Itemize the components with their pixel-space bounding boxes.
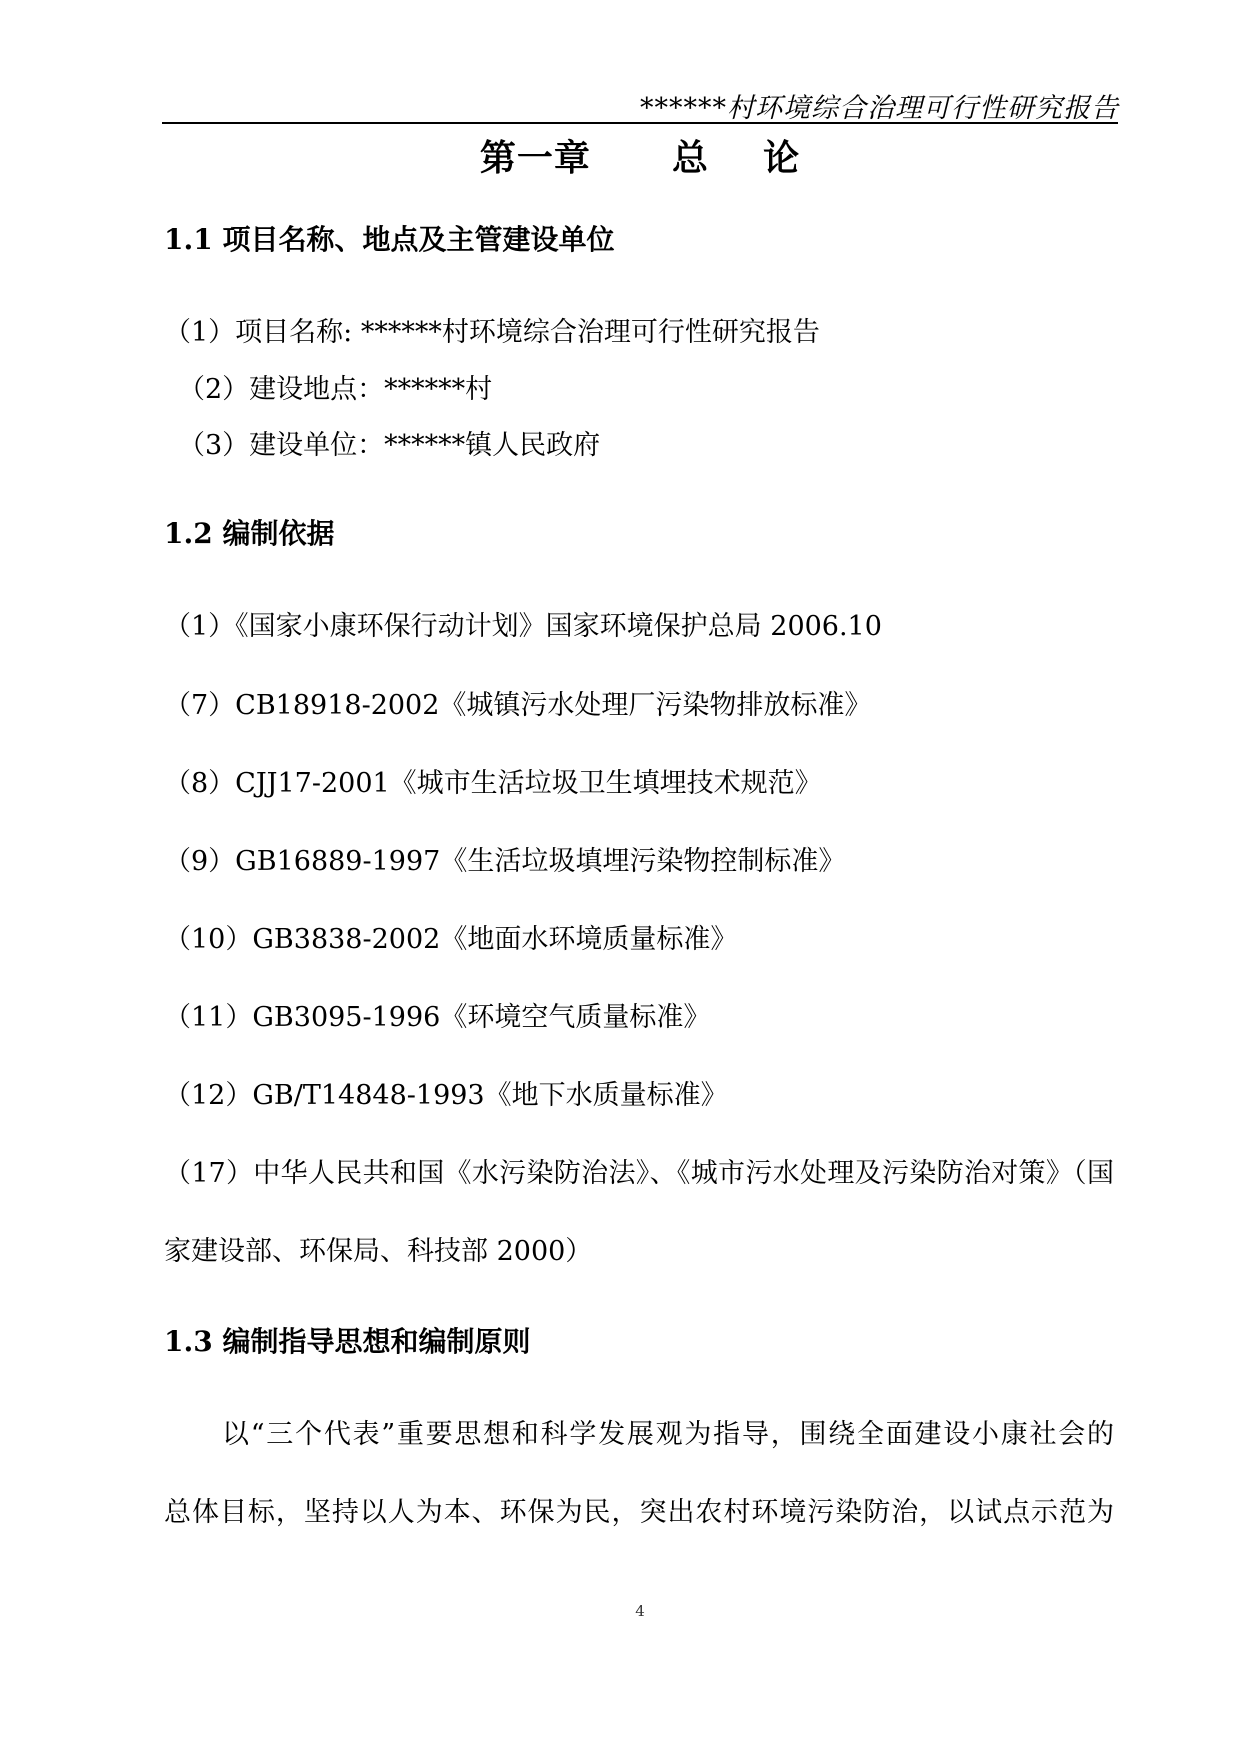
list-item: （9）GB16889-1997《生活垃圾填埋污染物控制标准》 <box>164 846 846 877</box>
section-heading-1-3: 1.3 编制指导思想和编制原则 <box>164 1325 531 1358</box>
list-item: （1）《国家小康环保行动计划》国家环境保护总局 2006.10 <box>164 611 882 642</box>
list-item: （2）建设地点：******村 <box>178 374 493 405</box>
running-header: ******村环境综合治理可行性研究报告 <box>640 93 1119 124</box>
list-item: （10）GB3838-2002《地面水环境质量标准》 <box>164 924 738 955</box>
list-item: （1）项目名称: ******村环境综合治理可行性研究报告 <box>164 317 820 348</box>
list-item: （7）CB18918-2002《城镇污水处理厂污染物排放标准》 <box>164 690 872 721</box>
paragraph-line: 总体目标，坚持以人为本、环保为民，突出农村环境污染防治，以试点示范为 <box>164 1497 1114 1528</box>
list-item-continuation: 家建设部、环保局、科技部 2000） <box>164 1236 593 1267</box>
list-item: （17）中华人民共和国《水污染防治法》、《城市污水处理及污染防治对策》（国 <box>164 1158 1114 1189</box>
section-heading-1-1: 1.1 项目名称、地点及主管建设单位 <box>164 223 615 256</box>
header-divider <box>162 122 1118 124</box>
list-item: （8）CJJ17-2001《城市生活垃圾卫生填埋技术规范》 <box>164 768 822 799</box>
page-number: 4 <box>635 1602 645 1620</box>
section-heading-1-2: 1.2 编制依据 <box>164 517 335 550</box>
list-item: （12）GB/T14848-1993《地下水质量标准》 <box>164 1080 728 1111</box>
chapter-title: 第一章 总 论 <box>479 137 801 179</box>
list-item: （11）GB3095-1996《环境空气质量标准》 <box>164 1002 711 1033</box>
list-item: （3）建设单位：******镇人民政府 <box>178 430 601 461</box>
paragraph-line: 以“三个代表”重要思想和科学发展观为指导，围绕全面建设小康社会的 <box>222 1419 1114 1450</box>
